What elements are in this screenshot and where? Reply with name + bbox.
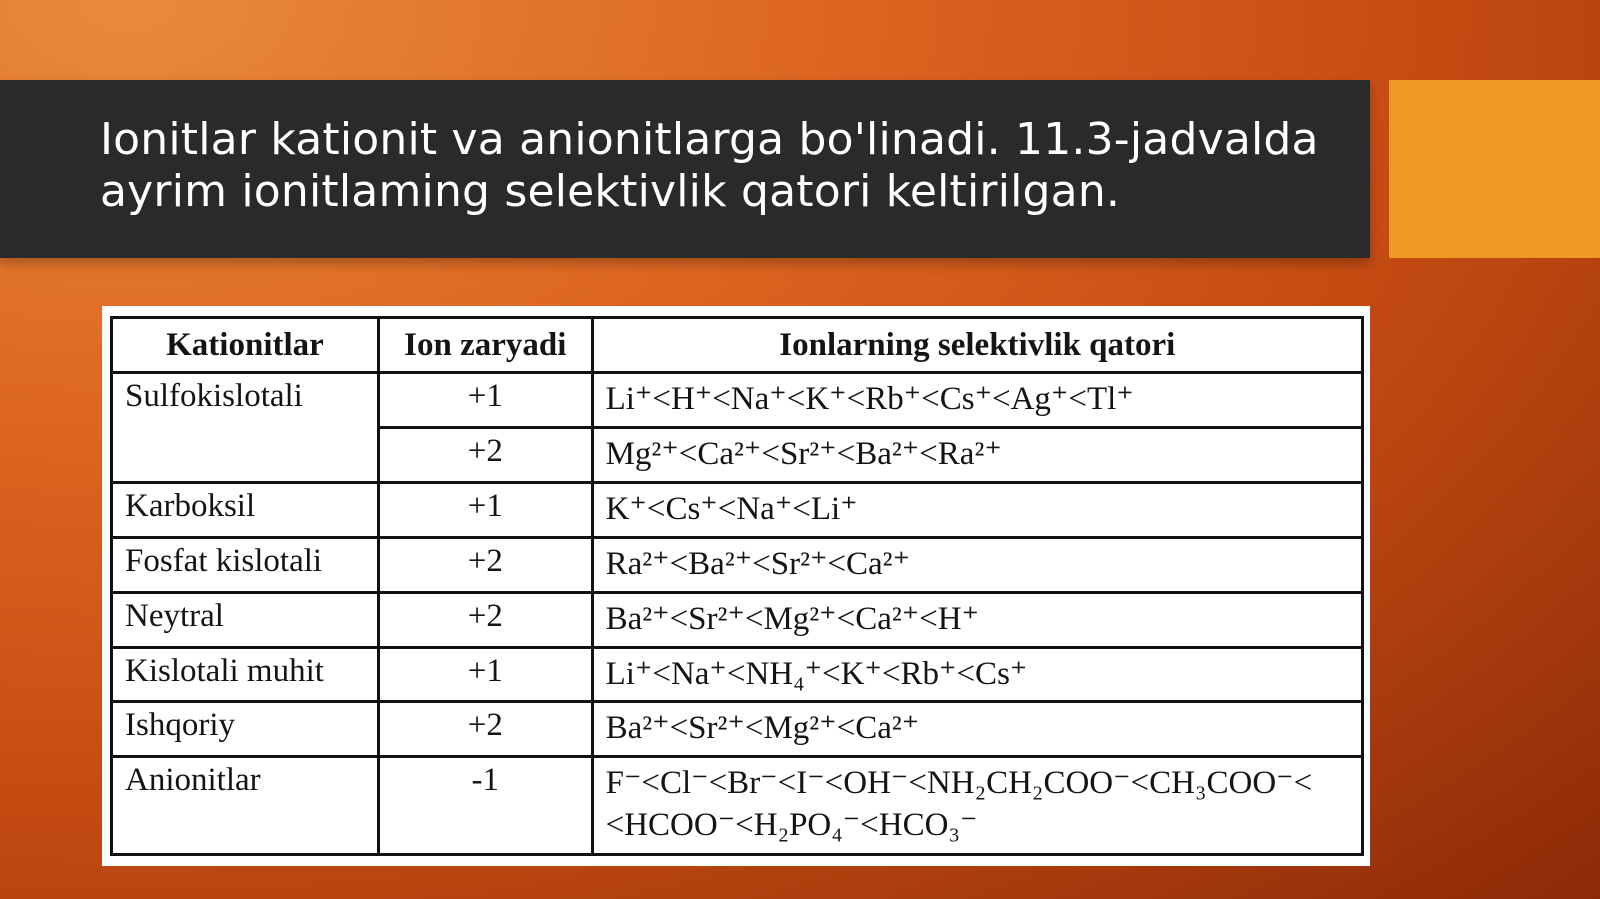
row-charge: +1 xyxy=(378,373,592,428)
row-series: F⁻<Cl⁻<Br⁻<I⁻<OH⁻<NH₂CH₂COO⁻<CH₃COO⁻< <HCOO⁻<H₂PO₄⁻<HCO₃⁻ xyxy=(592,757,1362,855)
row-name: Fosfat kislotali xyxy=(112,537,379,592)
header-kationitlar: Kationitlar xyxy=(112,318,379,373)
title-bar xyxy=(0,80,1370,258)
row-name: Neytral xyxy=(112,592,379,647)
table-row xyxy=(112,482,1363,537)
row-charge: +2 xyxy=(378,427,592,482)
table-row xyxy=(112,537,1363,592)
row-charge: +2 xyxy=(378,592,592,647)
row-series: Mg²⁺<Ca²⁺<Sr²⁺<Ba²⁺<Ra²⁺ xyxy=(592,427,1362,482)
row-charge: +2 xyxy=(378,537,592,592)
row-series: Ba²⁺<Sr²⁺<Mg²⁺<Ca²⁺<H⁺ xyxy=(592,592,1362,647)
row-charge: +1 xyxy=(378,482,592,537)
header-selektivlik-qatori: Ionlarning selektivlik qatori xyxy=(592,318,1362,373)
table-image xyxy=(102,306,1370,866)
row-name: Sulfokislotali xyxy=(112,373,379,483)
table-row xyxy=(112,647,1363,702)
row-name: Karboksil xyxy=(112,482,379,537)
header-ion-zaryadi: Ion zaryadi xyxy=(378,318,592,373)
row-series: Li⁺<H⁺<Na⁺<K⁺<Rb⁺<Cs⁺<Ag⁺<Tl⁺ xyxy=(592,373,1362,428)
row-charge: -1 xyxy=(378,757,592,855)
slide-title: Ionitlar kationit va anionitlarga bo'linadi. 11.3-jadvalda ayrim ionitlaming selektivlik qatori keltirilgan. xyxy=(100,114,1319,217)
table-row xyxy=(112,757,1363,855)
row-charge: +1 xyxy=(378,647,592,702)
row-series: Ba²⁺<Sr²⁺<Mg²⁺<Ca²⁺ xyxy=(592,702,1362,757)
row-series: K⁺<Cs⁺<Na⁺<Li⁺ xyxy=(592,482,1362,537)
accent-block xyxy=(1389,80,1600,258)
table-row xyxy=(112,702,1363,757)
table-row xyxy=(112,373,1363,428)
row-name: Anionitlar xyxy=(112,757,379,855)
table-row xyxy=(112,592,1363,647)
selectivity-table xyxy=(110,316,1364,856)
row-charge: +2 xyxy=(378,702,592,757)
row-name: Kislotali muhit xyxy=(112,647,379,702)
row-name: Ishqoriy xyxy=(112,702,379,757)
row-series: Li⁺<Na⁺<NH₄⁺<K⁺<Rb⁺<Cs⁺ xyxy=(592,647,1362,702)
row-series: Ra²⁺<Ba²⁺<Sr²⁺<Ca²⁺ xyxy=(592,537,1362,592)
table-header-row xyxy=(112,318,1363,373)
